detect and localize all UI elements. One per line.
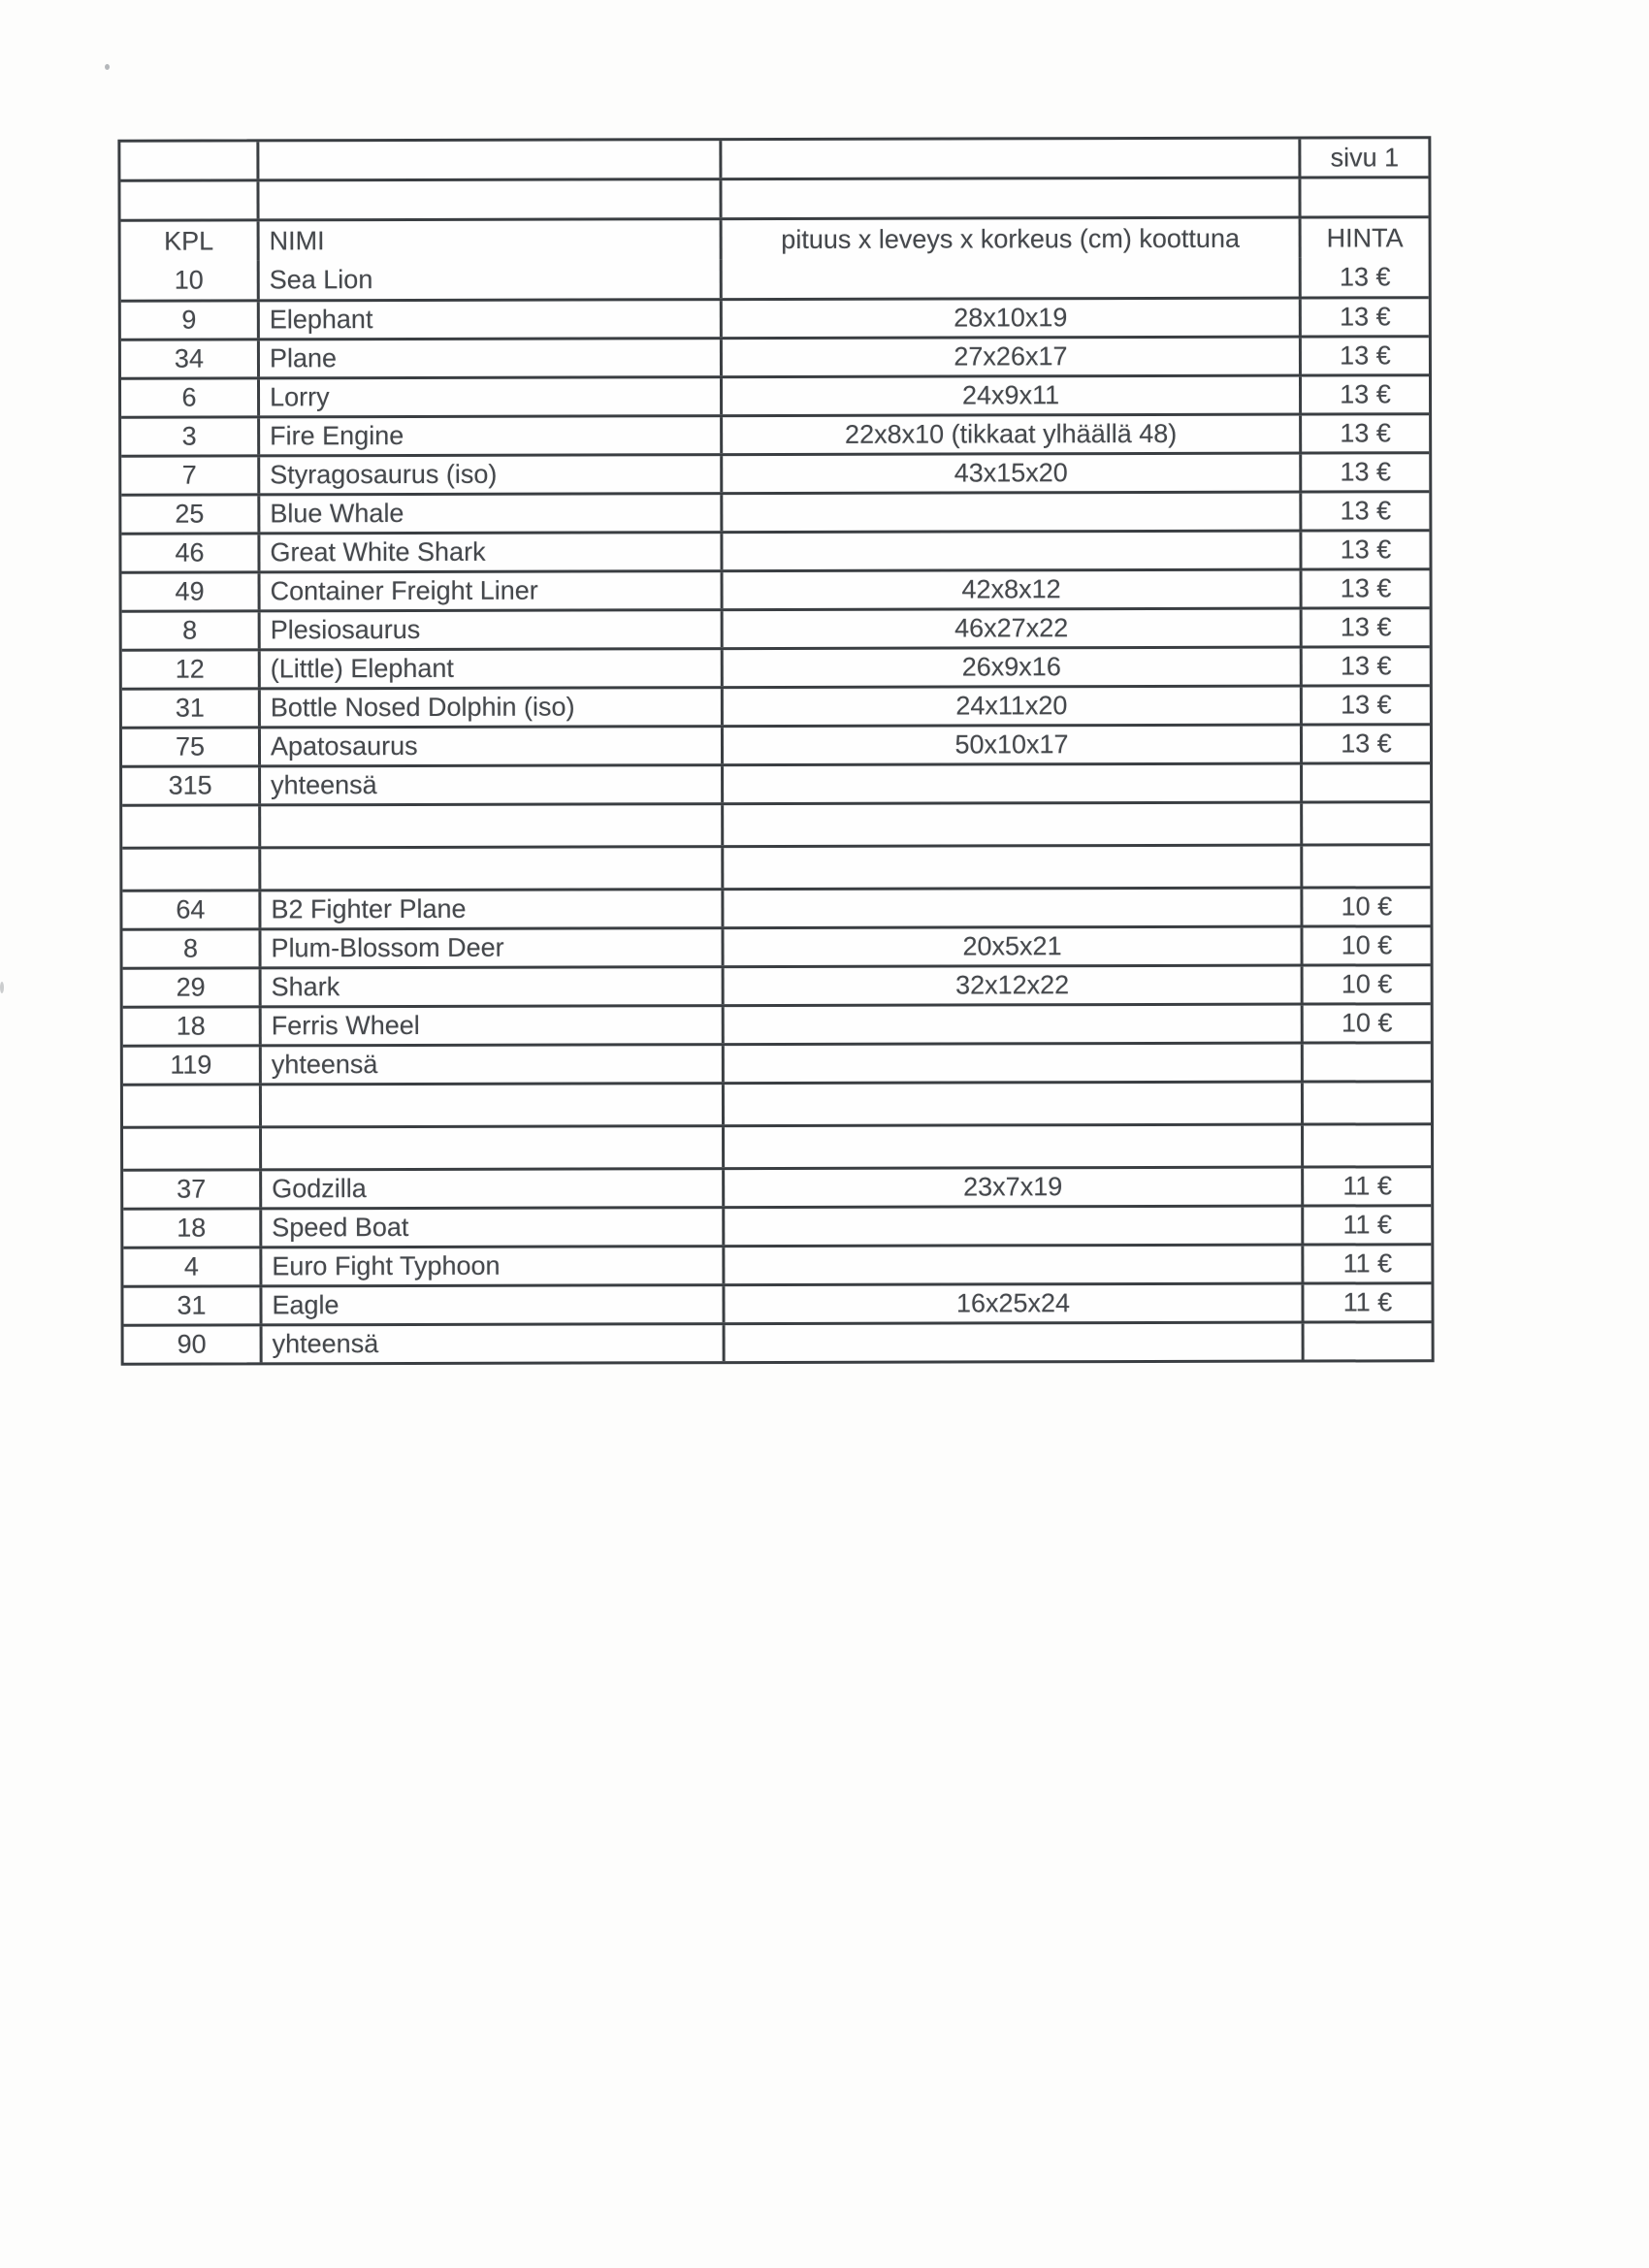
dimensions-cell: [721, 765, 1300, 803]
nimi-cell: Plane: [257, 340, 720, 376]
hinta-cell: 13 €: [1299, 454, 1429, 490]
item-row: [121, 296, 1429, 339]
item-row: [121, 257, 1429, 300]
kpl-cell: 4: [183, 1251, 199, 1281]
hinta-cell: 13 €: [1300, 687, 1430, 723]
scan-speck: [0, 982, 4, 993]
blank-row: [120, 176, 1428, 219]
hinta-cell: [1300, 803, 1430, 843]
item-row: [123, 963, 1431, 1006]
kpl-cell: [123, 1128, 259, 1168]
hinta-cell: 11 €: [1301, 1284, 1431, 1320]
nimi-cell: Sea Lion: [257, 259, 720, 299]
nimi-cell: Styragosaurus (iso): [257, 456, 720, 493]
nimi-cell: Bottle Nosed Dolphin (iso): [258, 689, 721, 726]
kpl-cell: 46: [175, 537, 205, 567]
nimi-cell: Fire Engine: [257, 417, 720, 454]
kpl-cell: 25: [175, 499, 205, 529]
hinta-cell: 13 €: [1300, 726, 1430, 761]
nimi-cell: yhteensä: [259, 1046, 722, 1083]
kpl-cell: 18: [177, 1213, 207, 1243]
dimensions-cell: [722, 1208, 1301, 1246]
nimi-cell: Plesiosaurus: [258, 611, 721, 648]
dimensions-cell: [720, 533, 1299, 570]
dimensions-cell: [722, 1006, 1301, 1044]
kpl-cell: 3: [181, 421, 197, 451]
header-dimensions: pituus x leveys x korkeus (cm) koottuna: [720, 219, 1299, 260]
item-row: [121, 490, 1429, 533]
dimensions-cell: [721, 847, 1300, 889]
item-row: [122, 924, 1430, 967]
nimi-cell: [258, 805, 721, 846]
kpl-cell: 10: [174, 265, 204, 295]
dimensions-cell: [723, 1324, 1302, 1362]
nimi-cell: Eagle: [259, 1286, 722, 1323]
kpl-cell: 31: [177, 1290, 207, 1320]
item-row: [122, 645, 1430, 688]
nimi-cell: [259, 1085, 722, 1125]
header-nimi: NIMI: [257, 220, 720, 260]
nimi-cell: Blue Whale: [257, 495, 720, 532]
hinta-cell: [1300, 764, 1430, 800]
item-row: [121, 373, 1429, 416]
hinta-cell: 10 €: [1300, 927, 1430, 963]
kpl-cell: 34: [174, 343, 204, 373]
kpl-cell: 64: [176, 894, 206, 924]
empty-cell: [120, 181, 256, 218]
hinta-cell: 13 €: [1299, 493, 1429, 529]
nimi-cell: yhteensä: [260, 1325, 723, 1362]
spacer-row: [122, 843, 1430, 890]
kpl-cell: [122, 806, 258, 846]
dimensions-cell: [722, 1045, 1301, 1083]
hinta-cell: 13 €: [1299, 532, 1429, 567]
hinta-cell: [1301, 1083, 1431, 1122]
dimensions-cell: [721, 890, 1300, 927]
hinta-cell: 13 €: [1299, 376, 1429, 412]
kpl-cell: [122, 849, 258, 889]
hinta-cell: 13 €: [1299, 299, 1429, 335]
dimensions-cell: 42x8x12: [721, 571, 1300, 609]
kpl-cell: 9: [181, 305, 197, 335]
header-hinta: HINTA: [1299, 218, 1429, 257]
spacer-row: [123, 1122, 1431, 1169]
item-row: [121, 335, 1429, 377]
spacer-row: [122, 800, 1430, 847]
nimi-cell: Ferris Wheel: [259, 1007, 722, 1044]
item-row: [121, 451, 1429, 494]
hinta-cell: [1302, 1323, 1432, 1359]
item-row: [122, 606, 1430, 649]
dimensions-cell: 28x10x19: [720, 300, 1299, 338]
empty-cell: [256, 180, 719, 218]
hinta-cell: 13 €: [1299, 415, 1429, 451]
empty-cell: [719, 140, 1298, 178]
dimensions-cell: [720, 258, 1299, 299]
dimensions-cell: [721, 804, 1300, 846]
nimi-cell: Lorry: [257, 378, 720, 415]
nimi-cell: Elephant: [257, 301, 720, 338]
total-row: [123, 1041, 1431, 1084]
dimensions-cell: 20x5x21: [721, 928, 1300, 966]
dimensions-cell: 50x10x17: [721, 727, 1300, 764]
dimensions-cell: 16x25x24: [722, 1285, 1301, 1323]
nimi-cell: Apatosaurus: [258, 728, 721, 764]
kpl-cell: [123, 1085, 259, 1125]
dimensions-cell: [722, 1126, 1301, 1168]
page-label: sivu 1: [1298, 139, 1428, 176]
total-row: [124, 1320, 1432, 1363]
hinta-cell: 13 €: [1299, 257, 1429, 296]
hinta-cell: 11 €: [1301, 1168, 1431, 1204]
kpl-cell: 12: [175, 654, 205, 684]
hinta-cell: 13 €: [1299, 338, 1429, 373]
nimi-cell: B2 Fighter Plane: [258, 891, 721, 927]
hinta-cell: 10 €: [1301, 966, 1431, 1002]
kpl-cell: 7: [181, 460, 197, 490]
nimi-cell: yhteensä: [258, 766, 721, 803]
kpl-cell: 29: [176, 972, 206, 1002]
dimensions-cell: 24x9x11: [720, 377, 1299, 415]
dimensions-cell: 23x7x19: [722, 1169, 1301, 1207]
kpl-cell: 8: [182, 933, 199, 963]
empty-cell: [1298, 178, 1428, 215]
hinta-cell: [1300, 846, 1430, 886]
kpl-cell: 90: [177, 1329, 207, 1359]
hinta-cell: 13 €: [1300, 570, 1430, 606]
total-row: [122, 761, 1430, 804]
nimi-cell: Speed Boat: [259, 1209, 722, 1246]
hinta-cell: 13 €: [1300, 648, 1430, 684]
dimensions-cell: 26x9x16: [721, 649, 1300, 687]
hinta-cell: [1301, 1125, 1431, 1165]
header-row: [121, 215, 1429, 261]
hinta-cell: 10 €: [1300, 889, 1430, 924]
item-row: [121, 529, 1429, 571]
dimensions-cell: [722, 1247, 1301, 1284]
item-row: [121, 412, 1429, 455]
nimi-cell: Euro Fight Typhoon: [259, 1247, 722, 1284]
hinta-cell: 13 €: [1300, 609, 1430, 645]
item-row: [123, 1165, 1431, 1208]
nimi-cell: Container Freight Liner: [258, 572, 721, 609]
hinta-cell: 11 €: [1301, 1207, 1431, 1243]
kpl-cell: 6: [181, 382, 197, 412]
dimensions-cell: [720, 494, 1299, 532]
hinta-cell: [1301, 1044, 1431, 1080]
dimensions-cell: 46x27x22: [721, 610, 1300, 648]
kpl-cell: 31: [175, 693, 205, 723]
page-label-row: [120, 139, 1428, 179]
nimi-cell: Godzilla: [259, 1170, 722, 1207]
hinta-cell: 11 €: [1301, 1246, 1431, 1281]
dimensions-cell: 24x11x20: [721, 688, 1300, 726]
scan-speck: [105, 64, 110, 70]
item-row: [123, 1281, 1431, 1324]
empty-cell: [256, 141, 719, 178]
item-row: [122, 886, 1430, 928]
empty-cell: [719, 179, 1298, 218]
nimi-cell: Plum-Blossom Deer: [258, 929, 721, 966]
nimi-cell: [258, 848, 721, 889]
kpl-cell: 18: [176, 1011, 206, 1041]
nimi-cell: (Little) Elephant: [258, 650, 721, 687]
dimensions-cell: 32x12x22: [722, 967, 1301, 1005]
dimensions-cell: 22x8x10 (tikkaat ylhäällä 48): [720, 416, 1299, 454]
nimi-cell: Shark: [259, 968, 722, 1005]
dimensions-cell: 27x26x17: [720, 339, 1299, 376]
dimensions-cell: [722, 1084, 1301, 1125]
nimi-cell: Great White Shark: [257, 534, 720, 570]
item-row: [122, 684, 1430, 727]
kpl-cell: 315: [168, 770, 212, 800]
empty-cell: [120, 142, 256, 178]
spacer-row: [123, 1080, 1431, 1126]
kpl-cell: 37: [177, 1174, 207, 1204]
kpl-cell: 75: [175, 731, 206, 761]
item-row: [122, 723, 1430, 765]
inventory-table: [117, 136, 1434, 1366]
nimi-cell: [259, 1127, 722, 1168]
hinta-cell: 10 €: [1301, 1005, 1431, 1041]
kpl-cell: 119: [170, 1050, 212, 1080]
item-row: [123, 1002, 1431, 1045]
kpl-cell: 49: [175, 576, 205, 606]
item-row: [123, 1204, 1431, 1247]
kpl-cell: 8: [182, 615, 198, 645]
header-kpl: KPL: [164, 226, 214, 256]
item-row: [123, 1243, 1431, 1285]
dimensions-cell: 43x15x20: [720, 455, 1299, 493]
item-row: [122, 567, 1430, 610]
